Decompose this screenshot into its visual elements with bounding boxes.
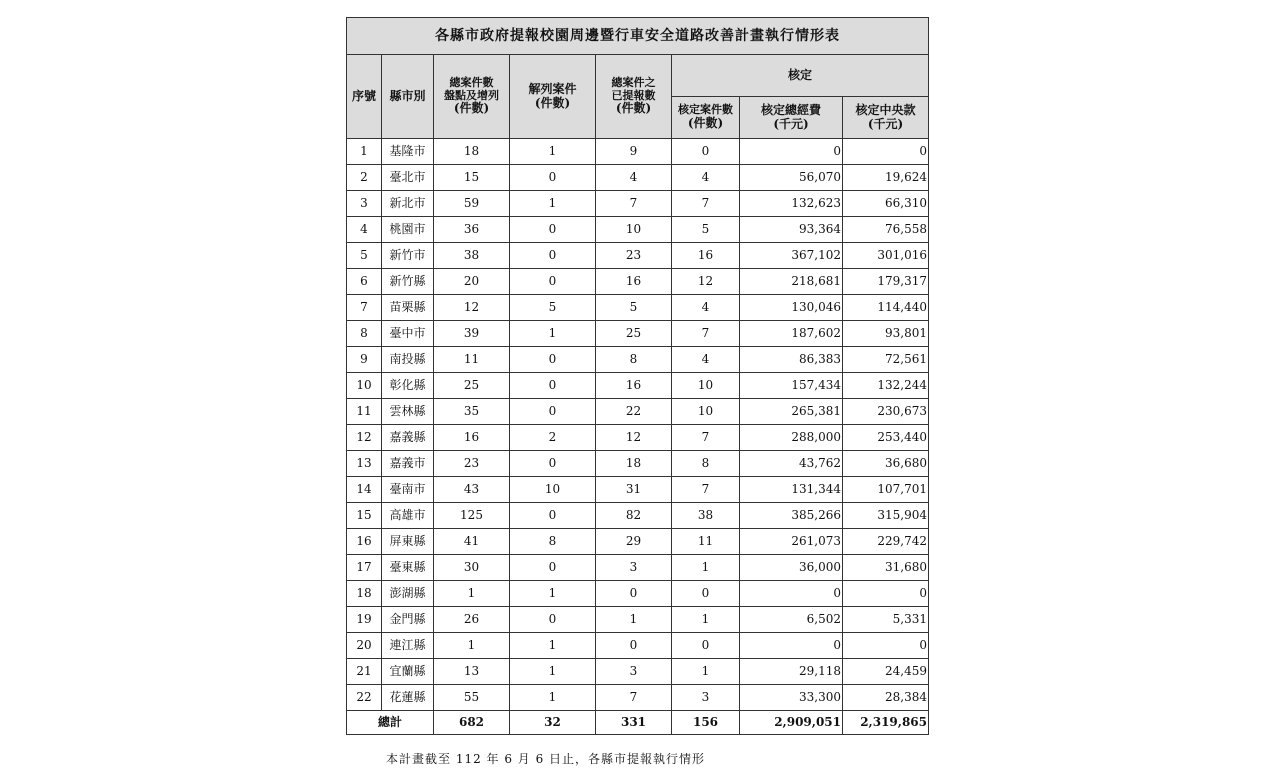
table-body <box>347 139 929 711</box>
cell-county: 彰化縣 <box>382 373 434 399</box>
cell-approved-central: 253,440 <box>843 425 929 451</box>
table-row <box>347 477 929 503</box>
cell-submitted: 10 <box>596 217 672 243</box>
cell-listed: 0 <box>510 347 596 373</box>
cell-county: 新竹縣 <box>382 269 434 295</box>
cell-listed: 0 <box>510 373 596 399</box>
cell-county: 新竹市 <box>382 243 434 269</box>
table-row <box>347 165 929 191</box>
cell-listed: 0 <box>510 399 596 425</box>
header-county: 縣市別 <box>382 55 434 139</box>
cell-submitted: 25 <box>596 321 672 347</box>
cell-county: 基隆市 <box>382 139 434 165</box>
table-title: 各縣市政府提報校園周邊暨行車安全道路改善計畫執行情形表 <box>347 18 929 55</box>
cell-submitted: 22 <box>596 399 672 425</box>
cell-submitted: 16 <box>596 269 672 295</box>
total-cases: 682 <box>434 711 510 735</box>
cell-approved-total: 6,502 <box>740 607 843 633</box>
cell-total-cases: 18 <box>434 139 510 165</box>
footnote: 本計畫截至 112 年 6 月 6 日止，各縣市提報執行情形 <box>386 752 706 766</box>
total-listed: 32 <box>510 711 596 735</box>
cell-total-cases: 30 <box>434 555 510 581</box>
cell-total-cases: 25 <box>434 373 510 399</box>
cell-approved-central: 0 <box>843 139 929 165</box>
cell-total-cases: 43 <box>434 477 510 503</box>
cell-listed: 1 <box>510 659 596 685</box>
table-row <box>347 529 929 555</box>
cell-approved-total: 0 <box>740 633 843 659</box>
cell-submitted: 9 <box>596 139 672 165</box>
cell-submitted: 23 <box>596 243 672 269</box>
cell-approved-total: 36,000 <box>740 555 843 581</box>
cell-county: 花蓮縣 <box>382 685 434 711</box>
cell-seq: 16 <box>347 529 382 555</box>
cell-approved-central: 107,701 <box>843 477 929 503</box>
cell-submitted: 3 <box>596 659 672 685</box>
total-approved-total: 2,909,051 <box>740 711 843 735</box>
cell-approved-total: 131,344 <box>740 477 843 503</box>
cell-submitted: 8 <box>596 347 672 373</box>
cell-approved-central: 31,680 <box>843 555 929 581</box>
cell-approved-central: 93,801 <box>843 321 929 347</box>
table-row <box>347 373 929 399</box>
table-row <box>347 243 929 269</box>
cell-approved-central: 132,244 <box>843 373 929 399</box>
cell-submitted: 31 <box>596 477 672 503</box>
cell-approved-cases: 3 <box>672 685 740 711</box>
cell-county: 宜蘭縣 <box>382 659 434 685</box>
cell-seq: 20 <box>347 633 382 659</box>
cell-seq: 13 <box>347 451 382 477</box>
cell-approved-central: 0 <box>843 633 929 659</box>
cell-approved-total: 265,381 <box>740 399 843 425</box>
cell-total-cases: 20 <box>434 269 510 295</box>
cell-listed: 1 <box>510 191 596 217</box>
cell-submitted: 82 <box>596 503 672 529</box>
table-row <box>347 503 929 529</box>
table-row <box>347 451 929 477</box>
cell-total-cases: 39 <box>434 321 510 347</box>
cell-approved-total: 43,762 <box>740 451 843 477</box>
cell-approved-cases: 4 <box>672 295 740 321</box>
cell-approved-central: 28,384 <box>843 685 929 711</box>
cell-total-cases: 59 <box>434 191 510 217</box>
header-approved: 核定 <box>672 55 929 97</box>
cell-county: 澎湖縣 <box>382 581 434 607</box>
cell-approved-cases: 16 <box>672 243 740 269</box>
cell-listed: 0 <box>510 451 596 477</box>
cell-approved-central: 36,680 <box>843 451 929 477</box>
cell-approved-central: 230,673 <box>843 399 929 425</box>
cell-approved-central: 72,561 <box>843 347 929 373</box>
cell-county: 新北市 <box>382 191 434 217</box>
cell-approved-total: 56,070 <box>740 165 843 191</box>
cell-seq: 14 <box>347 477 382 503</box>
cell-approved-central: 76,558 <box>843 217 929 243</box>
cell-approved-central: 315,904 <box>843 503 929 529</box>
cell-approved-total: 130,046 <box>740 295 843 321</box>
cell-total-cases: 55 <box>434 685 510 711</box>
cell-listed: 0 <box>510 243 596 269</box>
cell-approved-total: 218,681 <box>740 269 843 295</box>
cell-approved-cases: 1 <box>672 659 740 685</box>
cell-county: 桃園市 <box>382 217 434 243</box>
cell-county: 臺北市 <box>382 165 434 191</box>
cell-approved-central: 19,624 <box>843 165 929 191</box>
cell-listed: 2 <box>510 425 596 451</box>
cell-county: 臺南市 <box>382 477 434 503</box>
cell-approved-total: 0 <box>740 139 843 165</box>
cell-approved-cases: 0 <box>672 581 740 607</box>
cell-approved-total: 86,383 <box>740 347 843 373</box>
cell-seq: 1 <box>347 139 382 165</box>
cell-seq: 22 <box>347 685 382 711</box>
cell-listed: 1 <box>510 321 596 347</box>
cell-county: 嘉義縣 <box>382 425 434 451</box>
cell-approved-total: 385,266 <box>740 503 843 529</box>
cell-submitted: 4 <box>596 165 672 191</box>
cell-approved-total: 367,102 <box>740 243 843 269</box>
cell-approved-cases: 38 <box>672 503 740 529</box>
cell-total-cases: 38 <box>434 243 510 269</box>
cell-approved-cases: 1 <box>672 607 740 633</box>
cell-approved-central: 24,459 <box>843 659 929 685</box>
cell-listed: 0 <box>510 217 596 243</box>
total-submitted: 331 <box>596 711 672 735</box>
cell-submitted: 5 <box>596 295 672 321</box>
cell-submitted: 1 <box>596 607 672 633</box>
cell-approved-cases: 12 <box>672 269 740 295</box>
cell-total-cases: 26 <box>434 607 510 633</box>
cell-seq: 3 <box>347 191 382 217</box>
cell-submitted: 16 <box>596 373 672 399</box>
cell-county: 臺東縣 <box>382 555 434 581</box>
total-label: 總計 <box>347 711 434 735</box>
cell-seq: 6 <box>347 269 382 295</box>
header-seq: 序號 <box>347 55 382 139</box>
table-row <box>347 399 929 425</box>
cell-total-cases: 12 <box>434 295 510 321</box>
cell-listed: 0 <box>510 607 596 633</box>
cell-approved-cases: 10 <box>672 399 740 425</box>
cell-seq: 15 <box>347 503 382 529</box>
table-row <box>347 659 929 685</box>
cell-county: 嘉義市 <box>382 451 434 477</box>
cell-approved-central: 229,742 <box>843 529 929 555</box>
header-submitted: 總案件之 已提報數 (件數) <box>596 55 672 139</box>
cell-approved-central: 5,331 <box>843 607 929 633</box>
total-row <box>347 711 929 735</box>
header-approved-total: 核定總經費 (千元) <box>740 97 843 139</box>
cell-seq: 4 <box>347 217 382 243</box>
cell-approved-total: 157,434 <box>740 373 843 399</box>
cell-approved-cases: 0 <box>672 139 740 165</box>
cell-submitted: 0 <box>596 581 672 607</box>
cell-listed: 8 <box>510 529 596 555</box>
cell-approved-cases: 7 <box>672 477 740 503</box>
cell-listed: 1 <box>510 633 596 659</box>
cell-approved-cases: 10 <box>672 373 740 399</box>
cell-approved-total: 29,118 <box>740 659 843 685</box>
total-approved-cases: 156 <box>672 711 740 735</box>
cell-listed: 1 <box>510 685 596 711</box>
cell-county: 屏東縣 <box>382 529 434 555</box>
cell-county: 連江縣 <box>382 633 434 659</box>
cell-listed: 1 <box>510 139 596 165</box>
table-row <box>347 633 929 659</box>
cell-approved-total: 0 <box>740 581 843 607</box>
cell-approved-total: 288,000 <box>740 425 843 451</box>
cell-county: 金門縣 <box>382 607 434 633</box>
cell-approved-cases: 4 <box>672 165 740 191</box>
cell-approved-total: 132,623 <box>740 191 843 217</box>
cell-approved-cases: 7 <box>672 321 740 347</box>
cell-seq: 7 <box>347 295 382 321</box>
table-row <box>347 555 929 581</box>
cell-county: 苗栗縣 <box>382 295 434 321</box>
cell-submitted: 12 <box>596 425 672 451</box>
cell-approved-cases: 11 <box>672 529 740 555</box>
cell-county: 高雄市 <box>382 503 434 529</box>
execution-status-table <box>346 17 929 735</box>
report-document <box>346 17 928 735</box>
cell-approved-central: 66,310 <box>843 191 929 217</box>
cell-approved-total: 261,073 <box>740 529 843 555</box>
header-approved-cases: 核定案件數 (件數) <box>672 97 740 139</box>
cell-listed: 0 <box>510 269 596 295</box>
table-row <box>347 425 929 451</box>
cell-seq: 17 <box>347 555 382 581</box>
cell-listed: 5 <box>510 295 596 321</box>
cell-seq: 21 <box>347 659 382 685</box>
cell-total-cases: 11 <box>434 347 510 373</box>
cell-total-cases: 16 <box>434 425 510 451</box>
cell-seq: 9 <box>347 347 382 373</box>
header-listed: 解列案件 (件數) <box>510 55 596 139</box>
cell-seq: 11 <box>347 399 382 425</box>
cell-submitted: 29 <box>596 529 672 555</box>
cell-submitted: 7 <box>596 191 672 217</box>
cell-seq: 10 <box>347 373 382 399</box>
cell-seq: 2 <box>347 165 382 191</box>
cell-approved-cases: 7 <box>672 425 740 451</box>
cell-approved-cases: 7 <box>672 191 740 217</box>
cell-approved-cases: 5 <box>672 217 740 243</box>
header-total-cases: 總案件數 盤點及增列 (件數) <box>434 55 510 139</box>
cell-listed: 10 <box>510 477 596 503</box>
cell-approved-cases: 0 <box>672 633 740 659</box>
table-row <box>347 581 929 607</box>
cell-submitted: 3 <box>596 555 672 581</box>
cell-approved-cases: 4 <box>672 347 740 373</box>
cell-approved-central: 179,317 <box>843 269 929 295</box>
cell-listed: 0 <box>510 503 596 529</box>
cell-submitted: 0 <box>596 633 672 659</box>
cell-total-cases: 15 <box>434 165 510 191</box>
cell-county: 南投縣 <box>382 347 434 373</box>
cell-total-cases: 1 <box>434 633 510 659</box>
cell-submitted: 18 <box>596 451 672 477</box>
cell-approved-total: 93,364 <box>740 217 843 243</box>
cell-total-cases: 36 <box>434 217 510 243</box>
cell-seq: 18 <box>347 581 382 607</box>
table-row <box>347 139 929 165</box>
cell-total-cases: 23 <box>434 451 510 477</box>
cell-seq: 5 <box>347 243 382 269</box>
header-approved-central: 核定中央款 (千元) <box>843 97 929 139</box>
cell-approved-total: 33,300 <box>740 685 843 711</box>
table-row <box>347 295 929 321</box>
cell-approved-central: 114,440 <box>843 295 929 321</box>
cell-approved-central: 301,016 <box>843 243 929 269</box>
cell-listed: 0 <box>510 555 596 581</box>
cell-submitted: 7 <box>596 685 672 711</box>
table-row <box>347 269 929 295</box>
cell-listed: 1 <box>510 581 596 607</box>
cell-total-cases: 125 <box>434 503 510 529</box>
cell-total-cases: 41 <box>434 529 510 555</box>
cell-county: 雲林縣 <box>382 399 434 425</box>
cell-approved-central: 0 <box>843 581 929 607</box>
cell-total-cases: 35 <box>434 399 510 425</box>
cell-approved-total: 187,602 <box>740 321 843 347</box>
cell-seq: 12 <box>347 425 382 451</box>
cell-seq: 19 <box>347 607 382 633</box>
cell-approved-cases: 1 <box>672 555 740 581</box>
table-row <box>347 191 929 217</box>
cell-total-cases: 1 <box>434 581 510 607</box>
cell-listed: 0 <box>510 165 596 191</box>
table-row <box>347 347 929 373</box>
cell-county: 臺中市 <box>382 321 434 347</box>
table-row <box>347 607 929 633</box>
table-row <box>347 321 929 347</box>
cell-seq: 8 <box>347 321 382 347</box>
cell-approved-cases: 8 <box>672 451 740 477</box>
total-approved-central: 2,319,865 <box>843 711 929 735</box>
table-row <box>347 217 929 243</box>
table-row <box>347 685 929 711</box>
cell-total-cases: 13 <box>434 659 510 685</box>
